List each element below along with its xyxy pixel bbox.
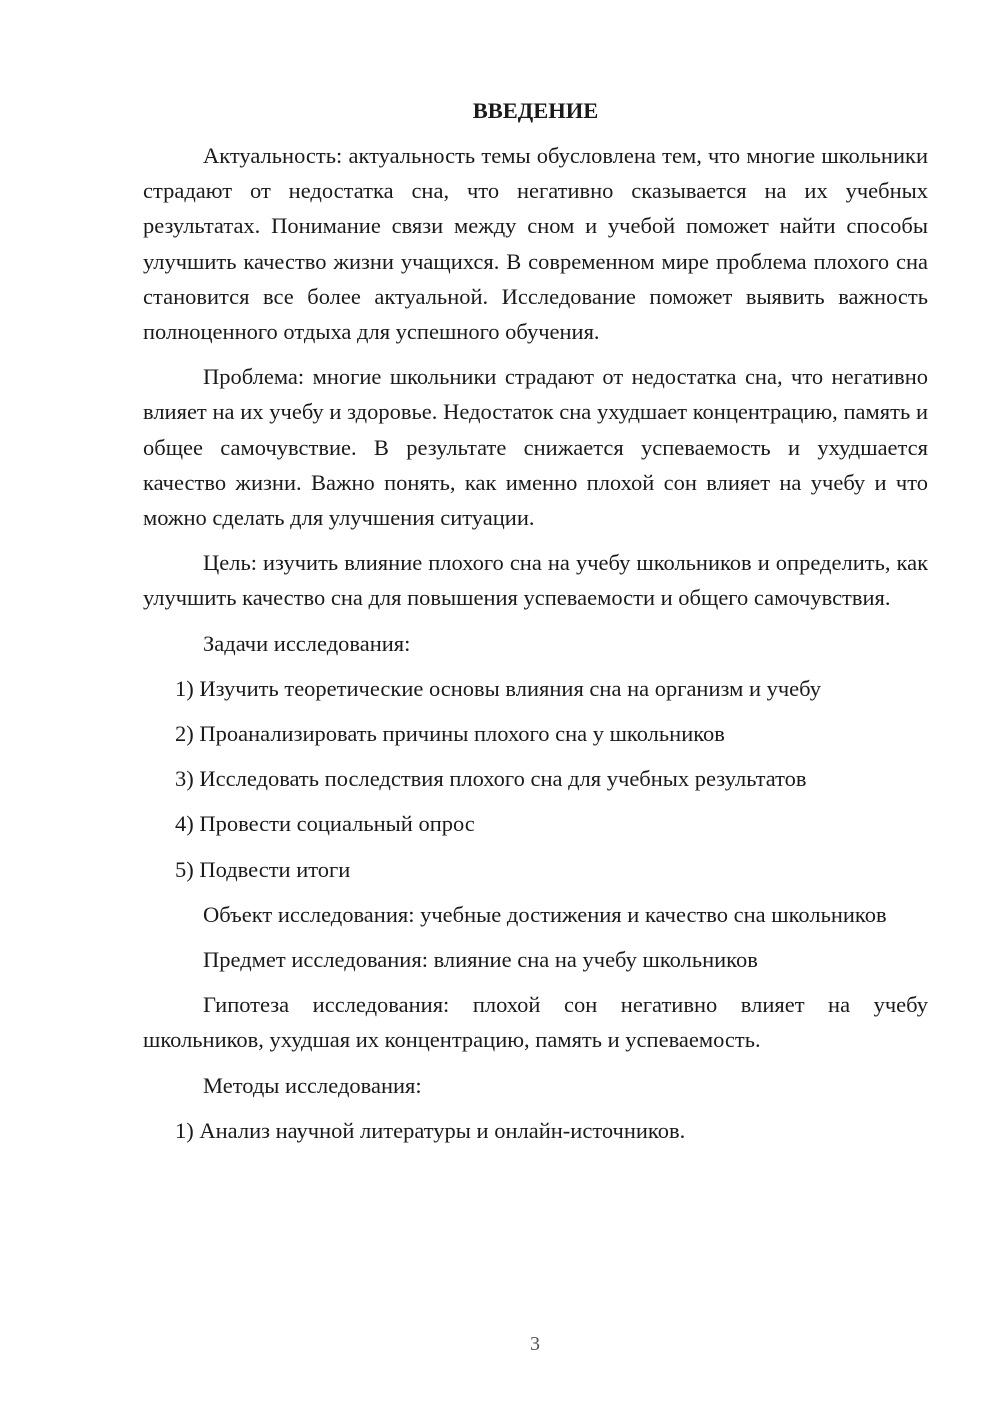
method-item: 1) Анализ научной литературы и онлайн-источников. [175,1117,686,1143]
page-number: 3 [530,1333,540,1355]
hypothesis-paragraph: Гипотеза исследования: плохой сон негативно влияет на учебу школьников, ухудшая их концентрацию, память и успеваемость. [143,992,928,1053]
task-item: 2) Проанализировать причины плохого сна у школьников [175,721,725,747]
relevance-paragraph: Актуальность: актуальность темы обусловлена тем, что многие школьники страдают от недостатка сна, что негативно сказывается на их учебных результатах. Понимание связи между сном и учебой поможет найти способы улучшить качество жизни учащихся. В современном мире проблема плохого сна становится все более актуальной. Исследование поможет выявить важность полноценного отдыха для успешного обучения. [143,143,928,345]
task-item: 4) Провести социальный опрос [175,811,475,837]
document-page [143,92,928,1158]
tasks-heading: Задачи исследования: [203,630,411,656]
section-title: ВВЕДЕНИЕ [472,98,599,123]
task-item: 3) Исследовать последствия плохого сна для учебных результатов [175,766,807,792]
methods-heading: Методы исследования: [203,1072,422,1098]
problem-paragraph: Проблема: многие школьники страдают от недостатка сна, что негативно влияет на их учебу и здоровье. Недостаток сна ухудшает концентрацию, память и общее самочувствие. В результате снижается успеваемость и ухудшается качество жизни. Важно понять, как именно плохой сон влияет на учебу и что можно сделать для улучшения ситуации. [143,364,928,531]
object-paragraph: Объект исследования: учебные достижения и качество сна школьников [203,901,887,927]
subject-paragraph: Предмет исследования: влияние сна на учебу школьников [203,947,758,973]
task-item: 5) Подвести итоги [175,856,351,882]
task-item: 1) Изучить теоретические основы влияния сна на организм и учебу [175,675,822,701]
goal-paragraph: Цель: изучить влияние плохого сна на учебу школьников и определить, как улучшить качество сна для повышения успеваемости и общего самочувствия. [143,550,928,611]
